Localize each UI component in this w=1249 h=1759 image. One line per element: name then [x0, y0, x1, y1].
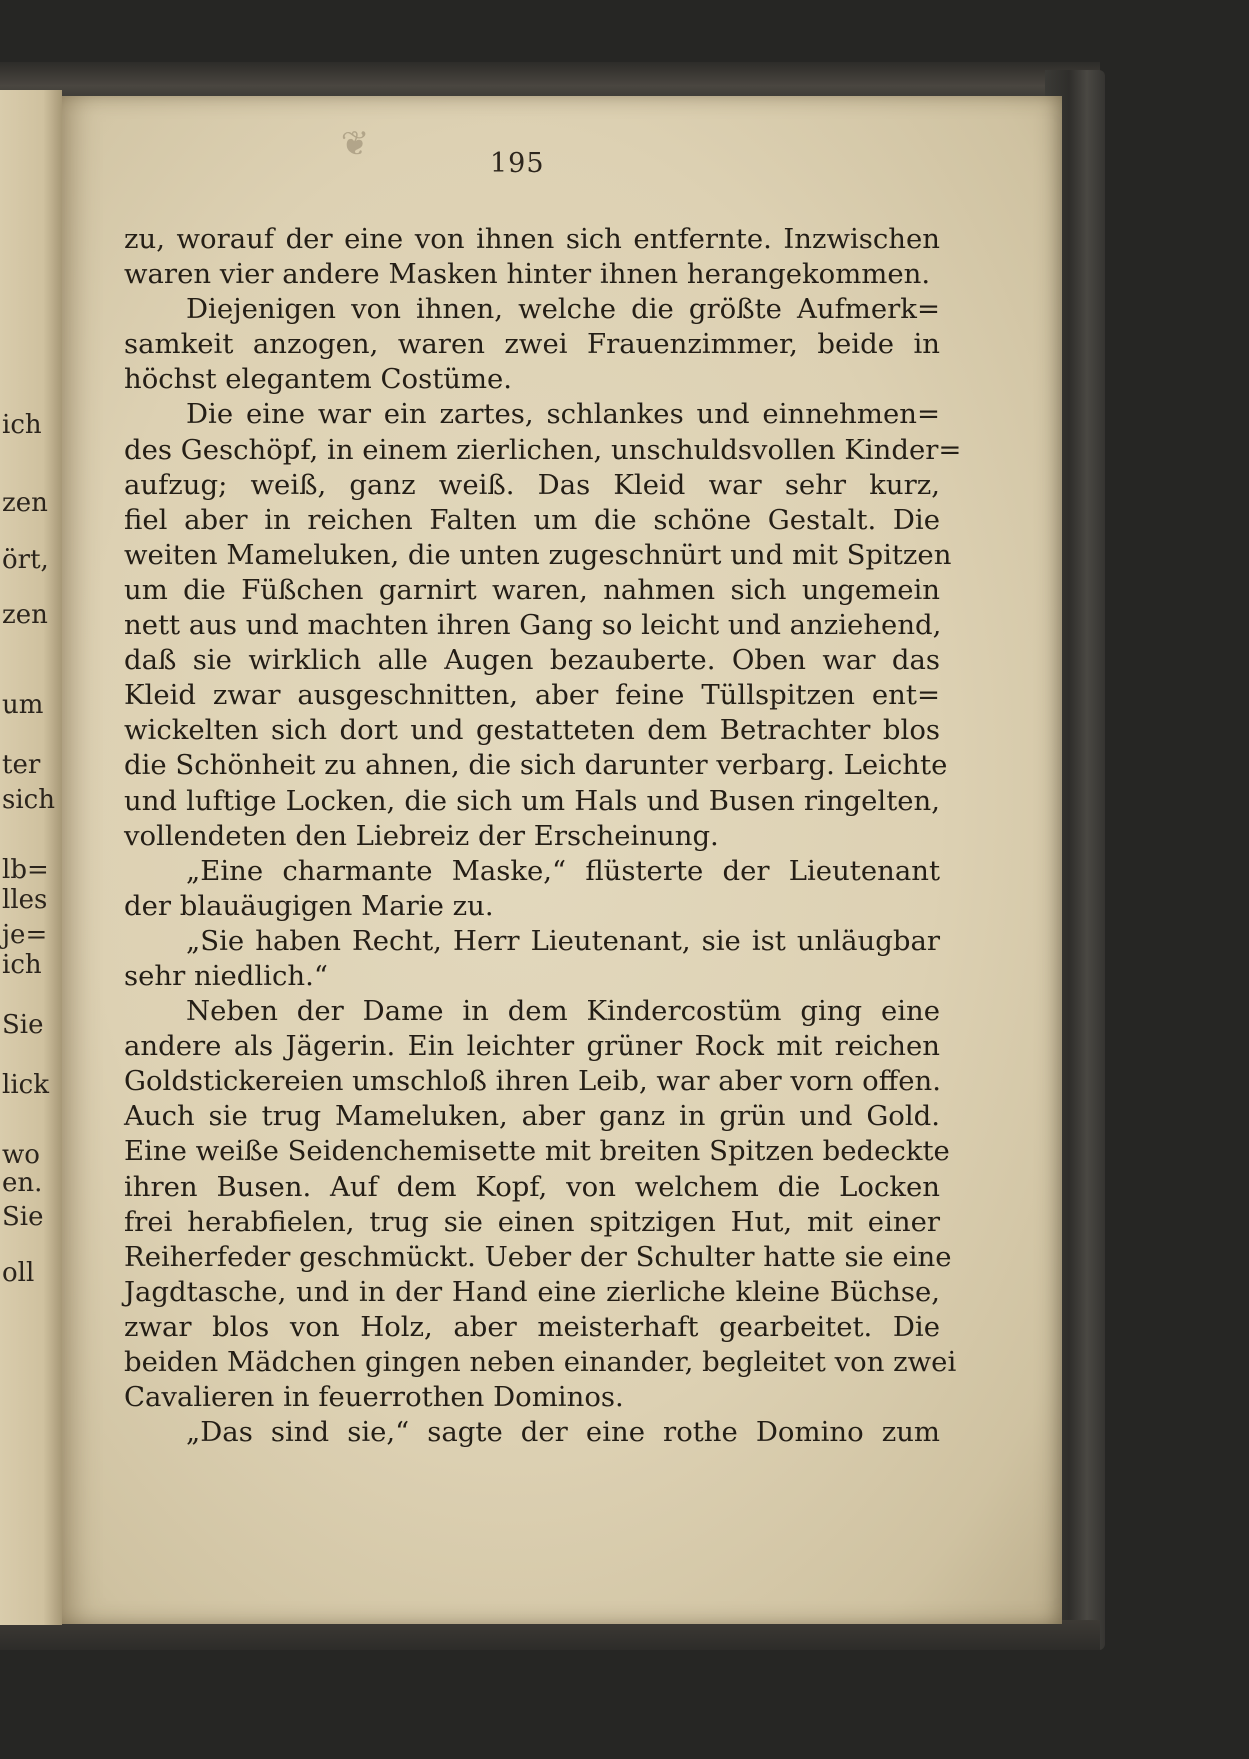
left-page-fragment: ter	[2, 750, 41, 780]
text-line: „Das sind sie,“ sagte der eine rothe Domino zum	[186, 1416, 940, 1449]
text-line: Jagdtasche, und in der Hand eine zierliche kleine Büchse,	[124, 1275, 940, 1308]
body-text	[124, 222, 962, 1450]
text-line: vollendeten den Liebreiz der Erscheinung.	[124, 819, 719, 852]
left-page-fragment: sich	[2, 785, 55, 815]
left-page-fragment: lick	[2, 1070, 49, 1100]
text-line: zwar blos von Holz, aber meisterhaft gearbeitet. Die	[124, 1310, 940, 1343]
text-line: „Eine charmante Maske,“ flüsterte der Lieutenant	[186, 854, 940, 887]
left-page-fragment: en.	[2, 1168, 43, 1198]
text-line: um die Füßchen garnirt waren, nahmen sich ungemein	[124, 573, 940, 606]
text-line: Reiherfeder geschmückt. Ueber der Schulter hatte sie eine	[124, 1240, 952, 1273]
book-cover-bottom-edge	[0, 1620, 1100, 1650]
left-page-fragment: Sie	[2, 1010, 44, 1040]
text-line: andere als Jägerin. Ein leichter grüner Rock mit reichen	[124, 1030, 940, 1063]
text-line: des Geschöpf, in einem zierlichen, unschuldsvollen Kinder=	[124, 433, 962, 466]
text-line: fiel aber in reichen Falten um die schöne Gestalt. Die	[124, 503, 940, 536]
left-page-fragment: oll	[2, 1258, 35, 1288]
left-page-fragment: je=	[2, 920, 48, 950]
left-page-fragment: Sie	[2, 1202, 44, 1232]
text-line: Neben der Dame in dem Kindercostüm ging eine	[186, 995, 940, 1028]
left-page-fragment: um	[2, 690, 44, 720]
text-line: zu, worauf der eine von ihnen sich entfernte. Inzwischen	[124, 223, 940, 255]
page-number: 195	[490, 148, 545, 179]
text-line: weiten Mameluken, die unten zugeschnürt und mit Spitzen	[124, 538, 952, 571]
text-line: Die eine war ein zartes, schlankes und einnehmen=	[186, 398, 940, 431]
text-line: samkeit anzogen, waren zwei Frauenzimmer, beide in	[124, 328, 940, 361]
printer-ornament-icon: ❦	[340, 124, 370, 164]
left-page-fragment: ich	[2, 950, 42, 980]
left-page-fragment: wo	[2, 1140, 40, 1170]
text-line: höchst elegantem Costüme.	[124, 363, 513, 396]
left-page-fragment: lb=	[2, 855, 49, 885]
text-line: ihren Busen. Auf dem Kopf, von welchem die Locken	[124, 1170, 940, 1203]
text-line: sehr niedlich.“	[124, 959, 328, 992]
text-line: nett aus und machten ihren Gang so leicht und anziehend,	[124, 609, 942, 642]
text-line: „Sie haben Recht, Herr Lieutenant, sie ist unläugbar	[186, 924, 940, 957]
text-line: frei herabfielen, trug sie einen spitzigen Hut, mit einer	[124, 1205, 940, 1238]
text-line: Auch sie trug Mameluken, aber ganz in grün und Gold.	[124, 1100, 940, 1133]
text-line: Diejenigen von ihnen, welche die größte Aufmerk=	[186, 293, 940, 326]
left-page-fragment: zen	[2, 600, 48, 630]
text-line: und luftige Locken, die sich um Hals und Busen ringelten,	[124, 784, 940, 817]
left-page-fragment: ört,	[2, 545, 49, 575]
text-line: Eine weiße Seidenchemisette mit breiten Spitzen bedeckte	[124, 1135, 950, 1168]
left-page-fragment: lles	[2, 885, 48, 915]
text-line: wickelten sich dort und gestatteten dem Betrachter blos	[124, 714, 940, 747]
left-page-text-fragments	[0, 90, 62, 1625]
text-line: aufzug; weiß, ganz weiß. Das Kleid war sehr kurz,	[124, 468, 940, 501]
text-line: die Schönheit zu ahnen, die sich darunter verbarg. Leichte	[124, 749, 948, 782]
text-line: der blauäugigen Marie zu.	[124, 889, 494, 922]
text-line: Cavalieren in feuerrothen Dominos.	[124, 1381, 624, 1414]
text-line: daß sie wirklich alle Augen bezauberte. Oben war das	[124, 644, 940, 677]
text-line: beiden Mädchen gingen neben einander, begleitet von zwei	[124, 1346, 957, 1378]
text-line: waren vier andere Masken hinter ihnen herangekommen.	[124, 258, 931, 291]
left-facing-page	[0, 90, 62, 1625]
left-page-fragment: zen	[2, 488, 48, 518]
text-line: Goldstickereien umschloß ihren Leib, war aber vorn offen.	[124, 1065, 941, 1098]
text-line: Kleid zwar ausgeschnitten, aber feine Tüllspitzen ent=	[124, 679, 940, 712]
left-page-fragment: ich	[2, 410, 42, 440]
